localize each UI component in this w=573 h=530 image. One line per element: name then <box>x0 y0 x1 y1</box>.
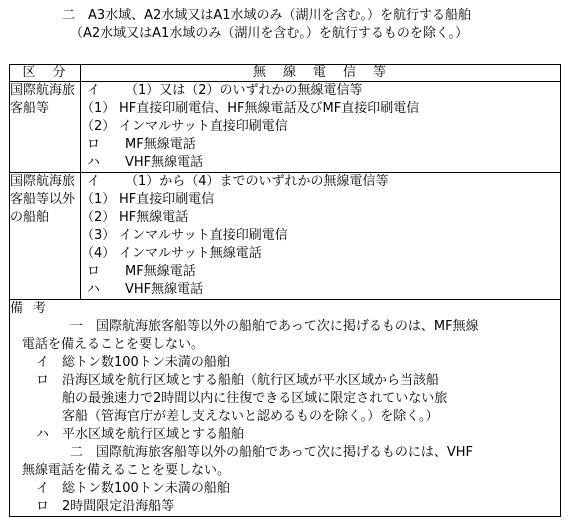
remark-sub: イ 総トン数100トン未満の船舶 <box>36 355 230 370</box>
category-cell: 国際航海旅客船等以外の船舶 <box>10 173 81 300</box>
item-mark: （4） <box>81 246 116 261</box>
equipment-cell <box>81 173 561 300</box>
remark-sub: ハ 平水区域を航行区域とする船舶 <box>36 427 245 442</box>
table-row <box>10 173 561 300</box>
item-text: MF無線電話 <box>125 264 196 279</box>
equipment-cell <box>81 82 561 173</box>
equipment-line <box>81 209 560 227</box>
remark-sub: ロ 沿海区域を航行区域とする船舶（航行区域が平水区域から当該船 <box>36 373 440 388</box>
equipment-line <box>81 154 560 172</box>
equipment-line <box>81 227 560 245</box>
heading-line-1: 二 A3水域、A2水域又はA1水域のみ（湖川を含む。）を航行する船舶 <box>62 8 471 23</box>
equipment-line <box>81 281 560 299</box>
equipment-line <box>81 118 560 136</box>
item-text: インマルサット直接印刷電信 <box>119 119 288 134</box>
remark-sub: イ 総トン数100トン未満の船舶 <box>36 481 230 496</box>
item-mark: イ <box>87 83 101 98</box>
item-text: インマルサット直接印刷電信 <box>119 228 288 243</box>
equipment-table <box>9 64 561 517</box>
equipment-line <box>81 191 560 209</box>
column-header-equipment: 無 線 電 信 等 <box>81 65 561 82</box>
item-mark: ハ <box>87 155 101 170</box>
item-text: VHF無線電話 <box>125 282 204 297</box>
equipment-line <box>81 136 560 154</box>
remark-item <box>10 444 560 516</box>
item-text: MF無線電話 <box>125 137 196 152</box>
item-mark: （2） <box>81 119 116 134</box>
remark-continuation: 無線電話を備えることを要しない。 <box>22 463 231 478</box>
equipment-line <box>81 245 560 263</box>
item-mark: ハ <box>87 282 101 297</box>
heading-line-2: （A2水域又はA1水域のみ（湖川を含む。）を航行するものを除く。） <box>70 26 469 41</box>
remark-sub-continuation: 客船（管海官庁が差し支えないと認めるものを除く。）を除く。） <box>62 409 439 424</box>
remark-head: 二 国際航海旅客船等以外の船舶であって次に掲げるものには、VHF <box>70 445 474 460</box>
item-mark: イ <box>87 174 101 189</box>
item-text: （1）又は（2）のいずれかの無線電信等 <box>125 83 363 98</box>
item-text: （1）から（4）までのいずれかの無線電信等 <box>125 174 389 189</box>
item-text: HF直接印刷電信 <box>119 192 215 207</box>
item-mark: （3） <box>81 228 116 243</box>
item-mark: ロ <box>87 137 101 152</box>
remark-item <box>10 318 560 444</box>
column-header-category: 区 分 <box>10 65 81 82</box>
remark-sub: ロ 2時間限定沿海船等 <box>36 499 175 514</box>
item-mark: （1） <box>81 101 116 116</box>
remarks-row <box>10 300 561 517</box>
equipment-line <box>81 173 560 191</box>
table-row <box>10 82 561 173</box>
category-cell: 国際航海旅客船等 <box>10 82 81 173</box>
item-mark: （2） <box>81 210 116 225</box>
equipment-line <box>81 100 560 118</box>
remarks-cell <box>10 300 561 517</box>
equipment-line <box>81 263 560 281</box>
item-text: HF直接印刷電信、HF無線電話及びMF直接印刷電信 <box>119 101 420 116</box>
remarks-title: 備考 <box>10 301 57 316</box>
item-mark: （1） <box>81 192 116 207</box>
item-text: インマルサット無線電話 <box>119 246 262 261</box>
equipment-line <box>81 82 560 100</box>
item-text: HF無線電話 <box>119 210 189 225</box>
remark-continuation: 電話を備えることを要しない。 <box>22 337 205 352</box>
remark-sub-continuation: 舶の最強速力で2時間以内に往復できる区域に限定されていない旅 <box>62 391 448 406</box>
remark-head: 一 国際航海旅客船等以外の船舶であって次に掲げるものは、MF無線 <box>70 319 479 334</box>
item-text: VHF無線電話 <box>125 155 204 170</box>
item-mark: ロ <box>87 264 101 279</box>
